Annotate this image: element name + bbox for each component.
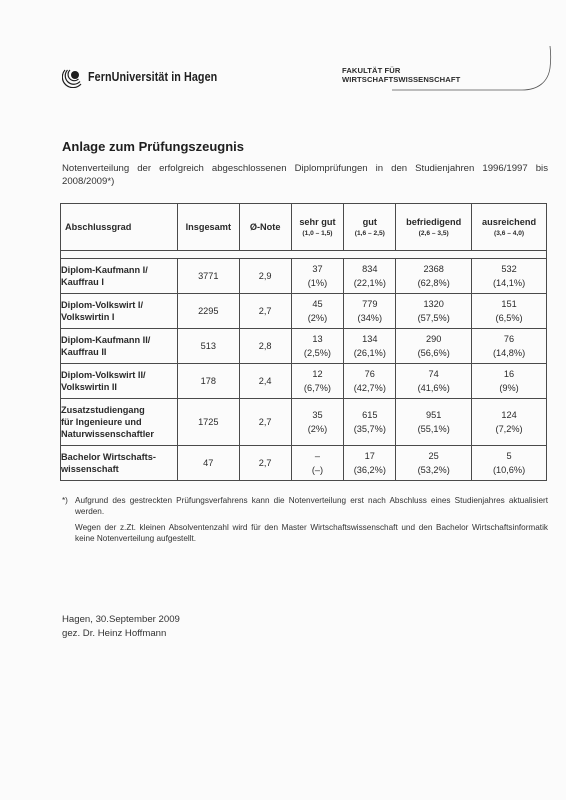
- grade-distribution-table: [60, 203, 547, 481]
- percent: (57,5%): [417, 313, 450, 323]
- ausreichend-cell: [472, 294, 547, 329]
- count: 615: [362, 410, 378, 420]
- degree-line: Bachelor Wirtschafts-: [61, 452, 156, 462]
- average-cell: 2,4: [239, 364, 291, 399]
- count: 5: [506, 451, 512, 461]
- degree-cell: [61, 259, 178, 294]
- university-name: FernUniversität in Hagen: [88, 70, 218, 84]
- percent: (2%): [307, 424, 328, 434]
- befriedigend-cell: [396, 259, 472, 294]
- header-befriedigend-range: (2,6 – 3,5): [418, 230, 449, 237]
- count: 951: [425, 410, 442, 420]
- count: 74: [428, 369, 439, 379]
- count: 35: [312, 410, 323, 420]
- percent: (53,2%): [417, 465, 450, 475]
- table-spacer: [61, 251, 547, 259]
- count: 12: [312, 369, 323, 379]
- befriedigend-cell: [396, 364, 472, 399]
- percent: (41,6%): [417, 383, 450, 393]
- header-average: Ø-Note: [239, 204, 291, 251]
- percent: (26,1%): [353, 348, 386, 358]
- ausreichend-cell: [472, 399, 547, 446]
- percent: (2,5%): [303, 348, 331, 358]
- percent: (35,7%): [353, 424, 386, 434]
- percent: (–): [311, 465, 324, 475]
- table-row: [61, 399, 547, 446]
- header-ausreichend: [472, 204, 547, 251]
- table-spacer-row: [61, 251, 547, 259]
- total-cell: 178: [177, 364, 239, 399]
- header-gut-range: (1,6 – 2,5): [354, 230, 385, 237]
- average-cell: 2,9: [239, 259, 291, 294]
- befriedigend-cell: [396, 446, 472, 481]
- total-cell: 1725: [177, 399, 239, 446]
- ausreichend-cell: [472, 259, 547, 294]
- degree-line: Kauffrau II: [61, 347, 107, 357]
- header-ausreichend-range: (3,6 – 4,0): [494, 230, 525, 237]
- degree-line: für Ingenieure und: [61, 417, 142, 427]
- count: 290: [425, 334, 442, 344]
- header-gut-label: gut: [362, 217, 377, 227]
- count: 16: [503, 369, 515, 379]
- count: 37: [312, 264, 323, 274]
- letterhead: [62, 60, 554, 100]
- footnote-marker: *): [62, 496, 68, 505]
- total-cell: 3771: [177, 259, 239, 294]
- intro-text: Notenverteilung der erfolgreich abgeschlossenen Diplomprüfungen in den Studienjahren 1996/1997 bis 2008/2009*): [62, 163, 548, 187]
- count: 1320: [423, 299, 444, 309]
- table-row: [61, 364, 547, 399]
- table-row: [61, 294, 547, 329]
- count: 76: [503, 334, 515, 344]
- table-row: [61, 446, 547, 481]
- degree-line: Volkswirtin I: [61, 312, 115, 322]
- degree-cell: [61, 364, 178, 399]
- table-header-row: [61, 204, 547, 251]
- document-title: Anlage zum Prüfungszeugnis: [62, 139, 245, 154]
- count: 779: [362, 299, 378, 309]
- ausreichend-cell: [472, 364, 547, 399]
- count: 25: [428, 451, 439, 461]
- footnote-remark: Wegen der z.Zt. kleinen Absolventenzahl wird für den Master Wirtschaftswissenschaft und den Bachelor Wirtschaftsinformatik keine Notenverteilung aufgestellt.: [75, 523, 548, 543]
- header-gut: [344, 204, 396, 251]
- total-cell: 47: [177, 446, 239, 481]
- table-row: [61, 329, 547, 364]
- count: 834: [362, 264, 378, 274]
- degree-line: Zusatzstudiengang: [61, 405, 145, 415]
- count: 134: [362, 334, 378, 344]
- percent: (14,1%): [492, 278, 526, 288]
- gut-cell: [344, 364, 396, 399]
- gut-cell: [344, 294, 396, 329]
- header-ausreichend-label: ausreichend: [481, 217, 537, 227]
- befriedigend-cell: [396, 294, 472, 329]
- average-cell: 2,7: [239, 294, 291, 329]
- count: –: [314, 451, 320, 461]
- percent: (34%): [357, 313, 383, 323]
- sehr-gut-cell: [291, 259, 344, 294]
- gut-cell: [344, 329, 396, 364]
- ausreichend-cell: [472, 329, 547, 364]
- header-sehr-gut: [291, 204, 344, 251]
- average-cell: 2,7: [239, 399, 291, 446]
- ausreichend-cell: [472, 446, 547, 481]
- place-date: Hagen, 30.September 2009: [62, 614, 180, 625]
- sehr-gut-cell: [291, 364, 344, 399]
- header-sehr-gut-label: sehr gut: [299, 217, 336, 227]
- degree-cell: [61, 446, 178, 481]
- percent: (2%): [307, 313, 328, 323]
- percent: (22,1%): [353, 278, 386, 288]
- header-total: Insgesamt: [177, 204, 239, 251]
- footnote: [62, 495, 548, 517]
- sehr-gut-cell: [291, 446, 344, 481]
- gut-cell: [344, 446, 396, 481]
- faculty-line-1: FAKULTÄT FÜR: [342, 66, 401, 75]
- count: 45: [312, 299, 323, 309]
- count: 2368: [423, 264, 444, 274]
- degree-cell: [61, 399, 178, 446]
- degree-line: Diplom-Volkswirt I/: [61, 300, 144, 310]
- header-befriedigend-label: befriedigend: [406, 217, 462, 227]
- befriedigend-cell: [396, 329, 472, 364]
- percent: (56,6%): [417, 348, 450, 358]
- percent: (62,8%): [417, 278, 450, 288]
- gut-cell: [344, 259, 396, 294]
- footnote-text: Aufgrund des gestreckten Prüfungsverfahrens kann die Notenverteilung erst nach Abschluss eines Studienjahres aktualisiert werden.: [75, 496, 548, 516]
- percent: (42,7%): [353, 383, 386, 393]
- percent: (9%): [499, 383, 519, 393]
- count: 151: [501, 299, 517, 309]
- sehr-gut-cell: [291, 294, 344, 329]
- count: 13: [312, 334, 323, 344]
- count: 124: [501, 410, 517, 420]
- degree-line: Diplom-Volkswirt II/: [61, 370, 146, 380]
- percent: (1%): [307, 278, 328, 288]
- percent: (14,8%): [492, 348, 526, 358]
- percent: (6,5%): [495, 313, 523, 323]
- degree-line: Volkswirtin II: [61, 382, 117, 392]
- faculty-line-2: WIRTSCHAFTSWISSENSCHAFT: [342, 75, 461, 84]
- percent: (7,2%): [495, 424, 523, 434]
- degree-cell: [61, 294, 178, 329]
- count: 532: [501, 264, 517, 274]
- sehr-gut-cell: [291, 399, 344, 446]
- average-cell: 2,8: [239, 329, 291, 364]
- degree-line: Naturwissenschaftler: [61, 429, 154, 439]
- header-sehr-gut-range: (1,0 – 1,5): [302, 230, 333, 237]
- degree-cell: [61, 329, 178, 364]
- percent: (6,7%): [303, 383, 331, 393]
- faculty-name: [342, 66, 460, 84]
- total-cell: 2295: [177, 294, 239, 329]
- degree-line: wissenschaft: [61, 464, 119, 474]
- degree-line: Kauffrau I: [61, 277, 104, 287]
- percent: (36,2%): [353, 465, 386, 475]
- degree-line: Diplom-Kaufmann II/: [61, 335, 151, 345]
- percent: (55,1%): [417, 424, 450, 434]
- header-befriedigend: [396, 204, 472, 251]
- total-cell: 513: [177, 329, 239, 364]
- header-degree: Abschlussgrad: [61, 204, 178, 251]
- university-logo: [62, 66, 238, 88]
- table-row: [61, 259, 547, 294]
- sehr-gut-cell: [291, 329, 344, 364]
- gut-cell: [344, 399, 396, 446]
- count: 76: [364, 369, 375, 379]
- befriedigend-cell: [396, 399, 472, 446]
- degree-line: Diplom-Kaufmann I/: [61, 265, 148, 275]
- count: 17: [364, 451, 375, 461]
- university-logo-icon: [62, 66, 84, 88]
- percent: (10,6%): [492, 465, 526, 475]
- signatory: gez. Dr. Heinz Hoffmann: [62, 628, 167, 639]
- average-cell: 2,7: [239, 446, 291, 481]
